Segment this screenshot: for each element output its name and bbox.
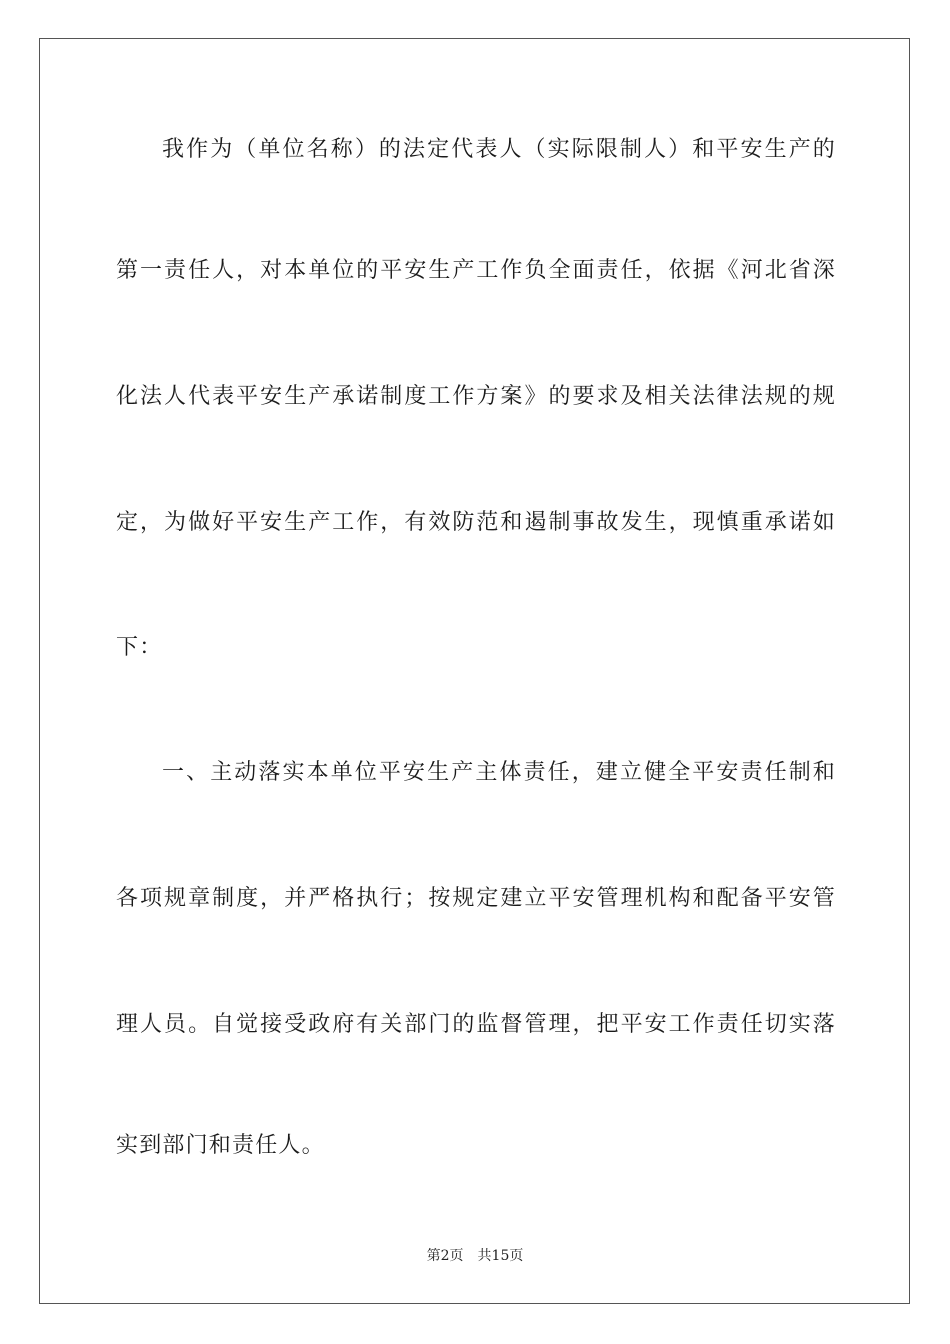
text-line: 各项规章制度，并严格执行；按规定建立平安管理机构和配备平安管 — [116, 886, 836, 911]
text-line: 一、主动落实本单位平安生产主体责任，建立健全平安责任制和 — [162, 760, 836, 785]
text-line: 定，为做好平安生产工作，有效防范和遏制事故发生，现慎重承诺如 — [116, 510, 836, 535]
text-line: 理人员。自觉接受政府有关部门的监督管理，把平安工作责任切实落 — [116, 1012, 836, 1037]
page-border — [39, 38, 910, 1304]
text-line: 我作为（单位名称）的法定代表人（实际限制人）和平安生产的 — [162, 137, 836, 162]
text-line: 第一责任人，对本单位的平安生产工作负全面责任，依据《河北省深 — [116, 258, 836, 283]
text-line: 下： — [116, 635, 163, 660]
text-line: 实到部门和责任人。 — [116, 1133, 325, 1158]
page-number: 第2页 — [426, 1248, 464, 1264]
text-line: 化法人代表平安生产承诺制度工作方案》的要求及相关法律法规的规 — [116, 384, 836, 409]
page-total: 共15页 — [477, 1248, 524, 1264]
page-footer — [0, 1246, 950, 1266]
